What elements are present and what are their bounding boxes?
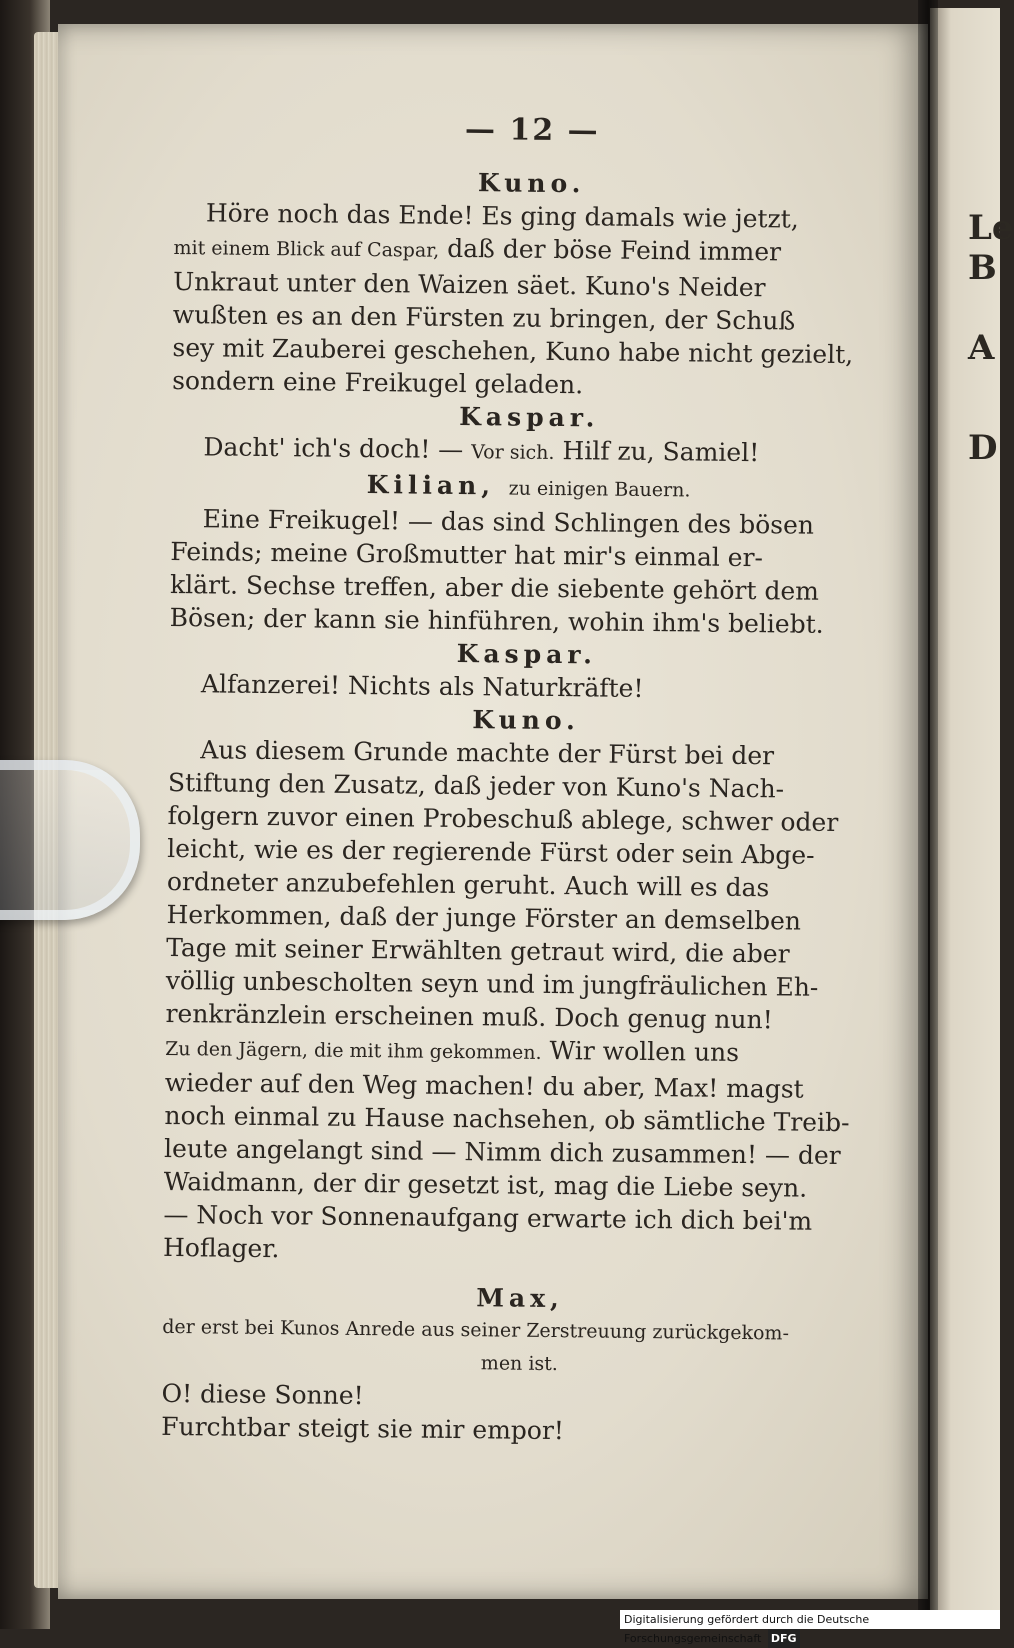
speech-line: Feinds; meine Großmutter hat mir's einmal er- <box>170 536 764 573</box>
speech-fragment: Hilf zu, Samiel! <box>562 436 760 468</box>
stage-direction: zu einigen Bauern. <box>508 477 691 502</box>
stage-direction: Vor sich. <box>471 441 555 464</box>
speech-line: Höre noch das Ende! Es ging damals wie jetzt, <box>205 198 799 234</box>
speech-line: sey mit Zauberei geschehen, Kuno habe nicht gezielt, <box>172 332 854 370</box>
speech-line: Alfanzerei! Nichts als Naturkräfte! <box>200 669 644 703</box>
speech-line: noch einmal zu Hause nachsehen, ob sämtliche Treib- <box>164 1100 850 1138</box>
speech-line: folgern zuvor einen Probeschuß ablege, schwer oder <box>167 800 839 837</box>
speaker-name: Kaspar. <box>456 638 598 670</box>
stage-direction: Zu den Jägern, die mit ihm gekommen. <box>165 1037 542 1064</box>
facing-page-edge <box>930 8 1014 1618</box>
speech-line: Bösen; der kann sie hinführen, wohin ihm's beliebt. <box>169 602 824 639</box>
speech-fragment: daß der böse Feind immer <box>447 233 782 267</box>
speech-line: ordneter anzubefehlen geruht. Auch will es das <box>166 866 770 903</box>
speech-line: O! diese Sonne! <box>161 1378 364 1411</box>
speech-line: renkränzlein erscheinen muß. Doch genug nun! <box>165 998 773 1035</box>
speech-line: — Noch vor Sonnenaufgang erwarte ich dich bei'm <box>163 1199 813 1236</box>
speech-line: leicht, wie es der regierende Fürst oder sein Abge- <box>167 833 815 870</box>
facing-page-letter: D <box>968 428 998 468</box>
stage-direction: mit einem Blick auf Caspar, <box>173 236 440 262</box>
speaker-name: Kaspar. <box>459 401 600 433</box>
speaker-name: Kuno. <box>472 705 581 736</box>
speech-line: Unkraut unter den Waizen säet. Kuno's Neider <box>173 266 766 303</box>
speech-line: leute angelangt sind — Nimm dich zusammen! — der <box>163 1133 841 1171</box>
stage-direction: der erst bei Kunos Anrede aus seiner Zerstreuung zurückgekom- <box>162 1315 790 1345</box>
dfg-logo: DFG <box>768 1629 800 1648</box>
speech-line: Herkommen, daß der junge Förster an demselben <box>166 899 802 936</box>
speaker-name: Kilian, <box>366 470 496 501</box>
speaker-name: Max, <box>476 1283 564 1314</box>
facing-page-letter: Le <box>968 208 1014 248</box>
page-holder-clip <box>0 760 140 920</box>
credit-text: Digitalisierung gefördert durch die Deutsche Forschungsgemeinschaft <box>624 1613 870 1645</box>
speech-fragment: Dacht' ich's doch! — <box>203 432 464 465</box>
speech-line: Stiftung den Zusatz, daß jeder von Kuno's Nach- <box>167 767 785 804</box>
speech-fragment: Wir wollen uns <box>549 1035 740 1067</box>
book-gutter <box>918 0 938 1629</box>
speech-line: wußten es an den Fürsten zu bringen, der Schuß <box>172 299 796 336</box>
page-number: — 12 — <box>464 112 600 149</box>
speech-line: völlig unbescholten seyn und im jungfräulichen Eh- <box>165 965 819 1002</box>
speech-line: Tage mit seiner Erwählten getraut wird, die aber <box>166 932 790 969</box>
page-text <box>161 110 890 1450</box>
speech-line: Eine Freikugel! — das sind Schlingen des bösen <box>202 504 815 540</box>
speech-line: wieder auf den Weg machen! du aber, Max! magst <box>164 1067 804 1104</box>
facing-page-letter: B <box>968 248 997 288</box>
speech-line: Waidmann, der dir gesetzt ist, mag die Liebe seyn. <box>163 1166 808 1203</box>
digitization-credit <box>620 1610 1000 1645</box>
speech-line <box>171 430 886 473</box>
speech-line: Aus diesem Grunde machte der Fürst bei der <box>200 735 775 771</box>
stage-direction: men ist. <box>480 1352 559 1376</box>
speech-line: Hoflager. <box>162 1232 280 1264</box>
speaker-name: Kuno. <box>477 168 586 199</box>
speech-line: klärt. Sechse treffen, aber die siebente gehört dem <box>169 569 820 606</box>
speech-line: sondern eine Freikugel geladen. <box>172 365 584 400</box>
facing-page-letter: A <box>968 328 995 368</box>
speech-line: Furchtbar steigt sie mir empor! <box>161 1411 565 1446</box>
